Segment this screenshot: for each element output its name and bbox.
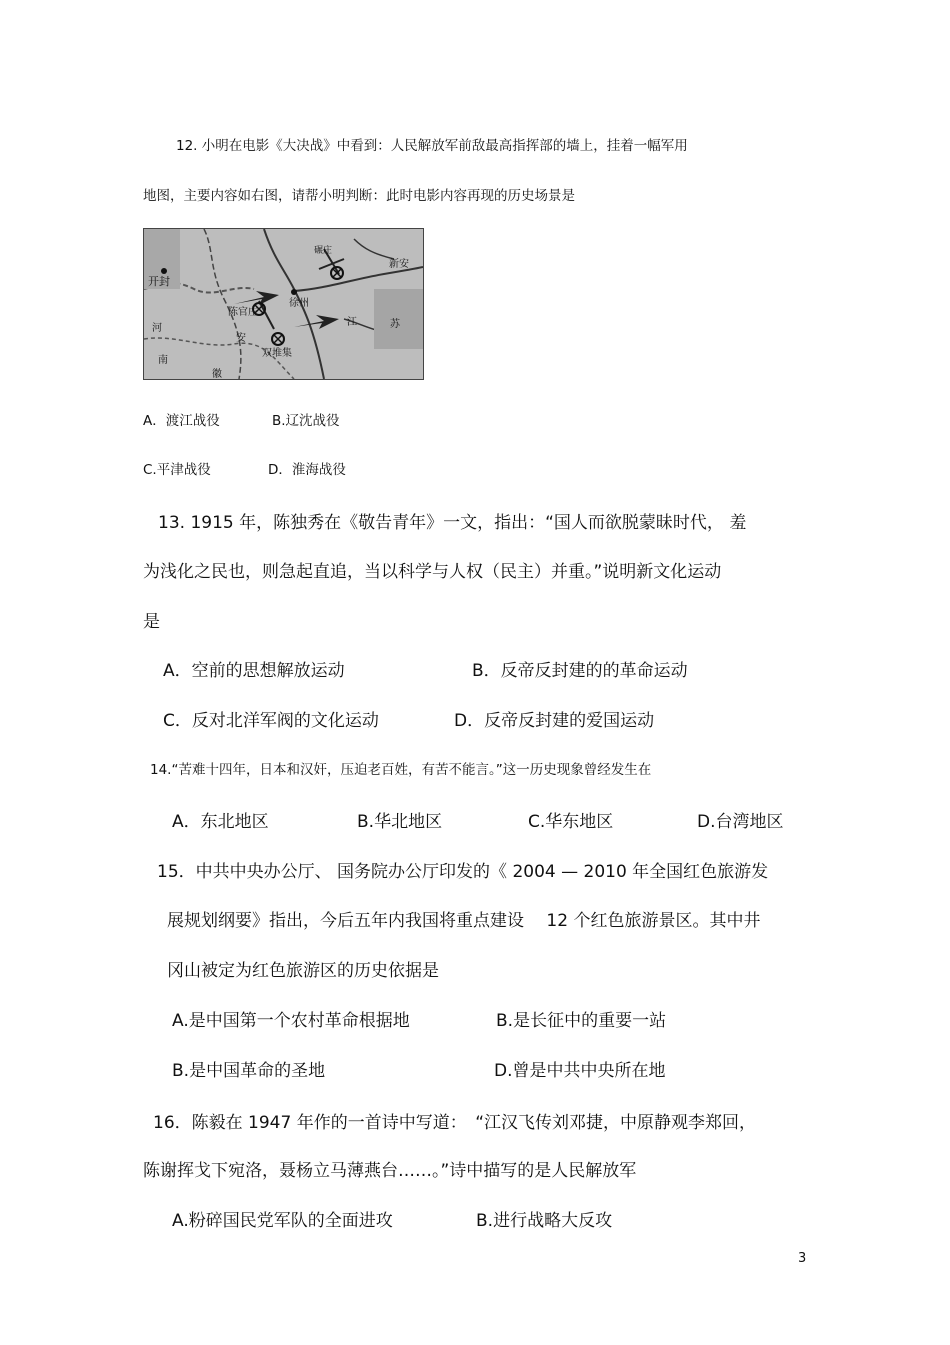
q12-option-a: A．渡江战役 xyxy=(143,413,220,429)
map-label-hui: 徽 xyxy=(212,369,222,379)
q13-option-a: A．空前的思想解放运动 xyxy=(163,661,345,681)
map-label-xinanxian: 新安 xyxy=(389,259,409,270)
q16-option-a: A.粉碎国民党军队的全面进攻 xyxy=(172,1211,393,1231)
q14-option-d: D.台湾地区 xyxy=(697,812,784,832)
q15-option-b: B.是长征中的重要一站 xyxy=(496,1011,667,1031)
q15-option-d: D.曾是中共中央所在地 xyxy=(494,1061,666,1081)
q13-stem-line1: 13. 1915 年，陈独秀在《敬告青年》一文，指出：“国人而欲脱蒙昧时代， 羞 xyxy=(158,513,747,533)
q13-stem-line3: 是 xyxy=(143,612,160,632)
q12-option-b: B.辽沈战役 xyxy=(272,413,340,429)
battle-map-drawing xyxy=(144,229,423,379)
q13-option-d: D．反帝反封建的爱国运动 xyxy=(454,711,655,731)
map-label-shuangduiji: 双堆集 xyxy=(262,348,292,359)
map-label-an: 安 xyxy=(236,333,246,344)
map-label-nan: 南 xyxy=(158,355,168,366)
q14-option-b: B.华北地区 xyxy=(357,812,443,832)
page-number: 3 xyxy=(798,1251,807,1266)
q14-stem-line1: 14.“苦难十四年，日本和汉奸，压迫老百姓，有苦不能言。”这一历史现象曾经发生在 xyxy=(150,762,652,778)
map-label-kaifeng: 开封 xyxy=(148,275,170,288)
q12-stem-line1: 12. 小明在电影《大决战》中看到：人民解放军前敌最高指挥部的墙上，挂着一幅军用 xyxy=(176,138,688,154)
q15-stem-line2: 展规划纲要》指出，今后五年内我国将重点建设 12 个红色旅游景区。其中井 xyxy=(167,911,761,931)
q15-option-c: B.是中国革命的圣地 xyxy=(172,1061,326,1081)
map-label-xuzhou: 徐州 xyxy=(289,298,309,309)
q16-option-b: B.进行战略大反攻 xyxy=(476,1211,613,1231)
q14-option-a: A．东北地区 xyxy=(172,812,269,832)
q15-stem-line3: 冈山被定为红色旅游区的历史依据是 xyxy=(167,961,439,981)
q12-option-d: D．淮海战役 xyxy=(268,462,346,478)
q15-option-a: A.是中国第一个农村革命根据地 xyxy=(172,1011,410,1031)
q13-stem-line2: 为浅化之民也，则急起直追，当以科学与人权（民主）并重。”说明新文化运动 xyxy=(143,562,722,582)
q12-stem-line2: 地图，主要内容如右图，请帮小明判断：此时电影内容再现的历史场景是 xyxy=(143,188,575,204)
battle-map-image xyxy=(143,228,424,380)
map-label-he: 河 xyxy=(152,323,162,334)
q16-stem-line2: 陈谢挥戈下宛洛，聂杨立马薄燕台……。”诗中描写的是人民解放军 xyxy=(143,1161,637,1181)
q13-option-c: C．反对北洋军阀的文化运动 xyxy=(163,711,379,731)
q14-option-c: C.华东地区 xyxy=(528,812,614,832)
q13-option-b: B．反帝反封建的的革命运动 xyxy=(472,661,688,681)
q15-stem-line1: 15．中共中央办公厅、 国务院办公厅印发的《 2004 — 2010 年全国红色旅游发 xyxy=(157,862,769,882)
map-label-su: 苏 xyxy=(390,319,400,330)
q12-option-c: C.平津战役 xyxy=(143,462,211,478)
map-label-nianzhuang: 碾庄 xyxy=(314,246,333,256)
q16-stem-line1: 16．陈毅在 1947 年作的一首诗中写道： “江汉飞传刘邓捷，中原静观李郑回， xyxy=(153,1113,757,1133)
map-label-jiang: 江 xyxy=(347,317,357,328)
map-label-chenguanzhuang: 陈官庄 xyxy=(228,307,258,318)
